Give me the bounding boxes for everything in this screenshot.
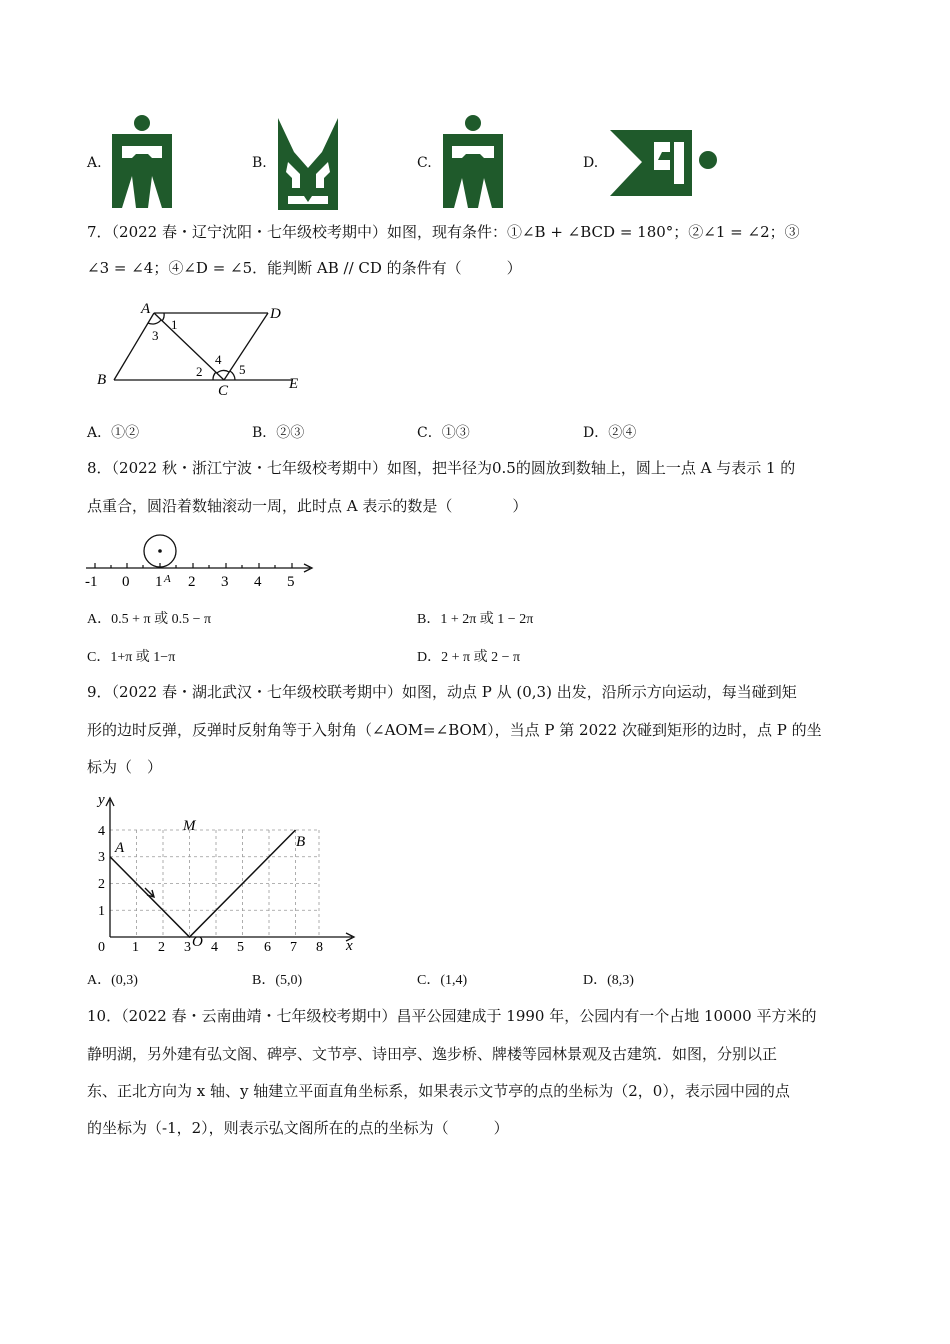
q9-origin-label: 0 [98, 940, 105, 955]
q6-option-d-label: D. [583, 155, 599, 171]
q7-label-b: B [97, 372, 107, 388]
q9-x-tick-7: 7 [290, 940, 297, 955]
q8-number-line [82, 530, 322, 592]
q7-angle-5-arc [230, 371, 235, 380]
q7-label-1: 1 [171, 317, 178, 332]
q8-tick-4: 4 [254, 574, 262, 590]
logo-c-icon [440, 114, 506, 210]
q7-label-2: 2 [196, 364, 203, 379]
q9-x-tick-6: 6 [264, 940, 271, 955]
q8-tick-0: 0 [122, 574, 130, 590]
logo-d-icon [608, 126, 720, 198]
q9-y-tick-4: 4 [98, 824, 105, 839]
q9-x-tick-8: 8 [316, 940, 323, 955]
q7-angle-1-arc [162, 313, 164, 321]
q8-option-a: A．0.5 + π 或 0.5 − π [87, 612, 212, 627]
q7-segment-ac [154, 313, 224, 380]
q8-stem-line2: 点重合，圆沿着数轴滚动一周，此时点 A 表示的数是（ ） [87, 497, 528, 515]
q8-point-a: A [164, 573, 171, 585]
q7-angle-4-arc [217, 370, 229, 373]
q8-option-c: C．1+π 或 1−π [87, 650, 176, 665]
q7-option-b: B．②③ [252, 425, 305, 441]
q9-option-a: A．(0,3) [87, 973, 138, 988]
q9-option-c: C．(1,4) [417, 973, 468, 988]
q8-option-d: D．2 + π 或 2 − π [417, 650, 521, 665]
q7-label-3: 3 [152, 328, 159, 343]
q9-label-a: A [115, 840, 125, 856]
q7-option-d: D．②④ [583, 425, 637, 441]
q7-label-a: A [141, 301, 151, 317]
q9-stem-line1: 9．（2022 春・湖北武汉・七年级校联考期中）如图，动点 P 从 (0,3) 出发，沿所示方向运动，每当碰到矩 [87, 683, 797, 701]
q9-x-tick-2: 2 [158, 940, 165, 955]
q7-angle-2-arc [213, 372, 216, 380]
q9-y-tick-3: 3 [98, 850, 105, 865]
q8-tick-neg1: -1 [85, 574, 98, 590]
q9-x-tick-3: 3 [184, 940, 191, 955]
q9-x-label: x [346, 938, 353, 954]
q8-circle-center [158, 549, 162, 553]
q9-y-label: y [98, 792, 105, 808]
q9-stem-line2: 形的边时反弹，反弹时反射角等于入射角（∠AOM=∠BOM），当点 P 第 2022 次碰到矩形的边时，点 P 的坐 [87, 721, 822, 739]
q9-graph [90, 788, 370, 960]
q8-tick-1: 1 [155, 574, 163, 590]
q8-tick-3: 3 [221, 574, 229, 590]
q9-y-tick-2: 2 [98, 877, 105, 892]
q8-option-b: B．1 + 2π 或 1 − 2π [417, 612, 534, 627]
q9-label-b: B [296, 834, 306, 850]
q7-option-c: C．①③ [417, 425, 470, 441]
q7-label-e: E [289, 376, 299, 392]
q8-tick-5: 5 [287, 574, 295, 590]
q7-label-4: 4 [215, 352, 222, 367]
q9-label-o: O [192, 934, 203, 950]
q7-option-a: A．①② [87, 425, 140, 441]
q9-stem-line3: 标为（ ） [87, 758, 163, 776]
q9-x-tick-5: 5 [237, 940, 244, 955]
q10-stem-line3: 东、正北方向为 x 轴、y 轴建立平面直角坐标系，如果表示文节亭的点的坐标为（2，0），表示园中园的点 [87, 1082, 790, 1100]
q9-x-tick-1: 1 [132, 940, 139, 955]
q10-stem-line1: 10．（2022 春・云南曲靖・七年级校考期中）昌平公园建成于 1990 年，公园内有一个占地 10000 平方米的 [87, 1007, 817, 1025]
q7-figure [92, 298, 312, 398]
q7-stem-line1: 7．（2022 春・辽宁沈阳・七年级校考期中）如图，现有条件：①∠B + ∠BCD = 180°；②∠1 = ∠2；③ [87, 223, 800, 241]
q8-stem-line1: 8．（2022 秋・浙江宁波・七年级校考期中）如图，把半径为0.5的圆放到数轴上，圆上一点 A 与表示 1 的 [87, 459, 796, 477]
q6-option-b-label: B. [252, 155, 267, 171]
q9-option-d: D．(8,3) [583, 973, 634, 988]
q9-x-tick-4: 4 [211, 940, 218, 955]
q9-label-m: M [183, 818, 196, 834]
q7-stem-line2: ∠3 = ∠4；④∠D = ∠5．能判断 AB // CD 的条件有（ ） [87, 259, 522, 277]
q7-label-c: C [218, 383, 229, 398]
q6-option-c-label: C. [417, 155, 432, 171]
q9-option-b: B．(5,0) [252, 973, 303, 988]
q6-option-a-label: A. [87, 155, 102, 171]
q9-y-tick-1: 1 [98, 904, 105, 919]
q8-tick-2: 2 [188, 574, 196, 590]
logo-b-icon [274, 116, 342, 212]
q7-segment-cd [224, 313, 268, 380]
q9-grid [110, 830, 319, 937]
q7-label-d: D [270, 306, 281, 322]
q7-label-5: 5 [239, 362, 246, 377]
q10-stem-line2: 静明湖，另外建有弘文阁、碑亭、文节亭、诗田亭、逸步桥、牌楼等园林景观及古建筑．如图，分别以正 [87, 1045, 778, 1063]
q10-stem-line4: 的坐标为（-1，2），则表示弘文阁所在的点的坐标为（ ） [87, 1119, 509, 1137]
logo-a-icon [108, 114, 176, 210]
